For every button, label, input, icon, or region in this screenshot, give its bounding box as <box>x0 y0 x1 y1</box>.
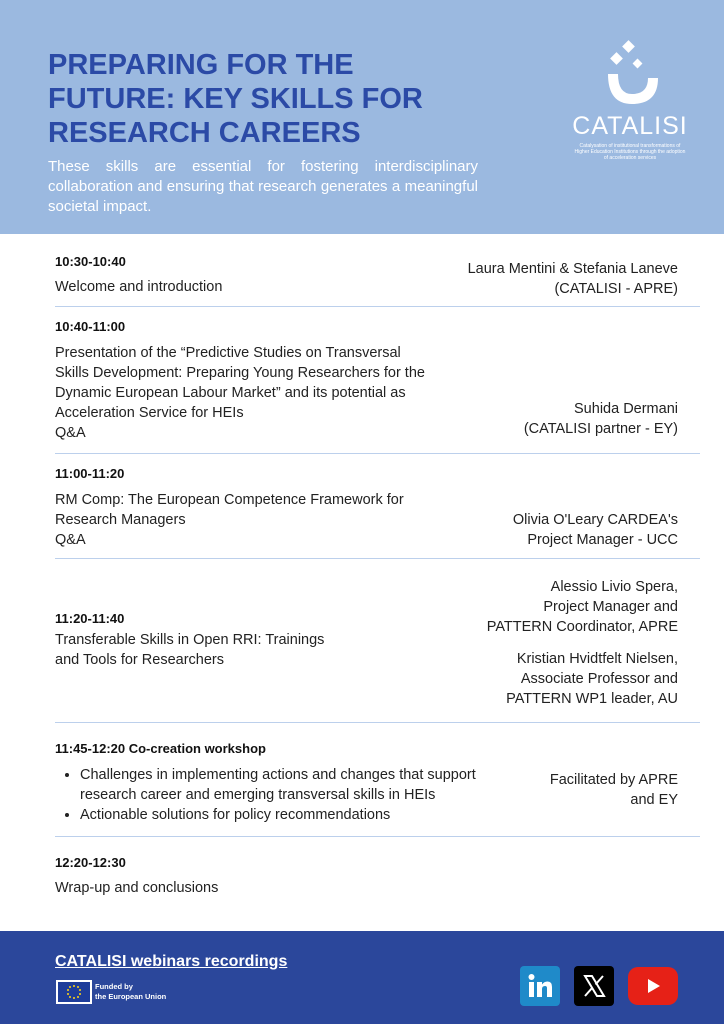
session-time: 11:20-11:40 <box>55 611 125 626</box>
agenda-item <box>55 236 700 307</box>
session-title: RM Comp: The European Competence Framework for Research Managers Q&A <box>55 492 404 548</box>
agenda-item <box>55 307 700 454</box>
speaker-name: Olivia O'Leary CARDEA's <box>512 512 678 528</box>
speaker-affiliation: and EY <box>630 792 678 808</box>
speaker-role: Associate Professor and <box>520 671 678 687</box>
session-speaker <box>506 649 678 709</box>
session-title: Wrap-up and conclusions <box>55 880 219 896</box>
session-title: Transferable Skills in Open RRI: Trainings and Tools for Researchers <box>55 632 325 668</box>
speaker-name: Alessio Livio Spera, <box>550 579 678 595</box>
session-speaker <box>550 770 678 810</box>
session-time: 11:00-11:20 <box>55 466 125 481</box>
speaker-affiliation: (CATALISI - APRE) <box>554 281 678 297</box>
speaker-name: Suhida Dermani <box>574 401 678 417</box>
footer <box>0 931 724 1024</box>
page-subtitle: These skills are essential for fostering interdisciplinary collaboration and ensuring that research generates a meaningful societal impact. <box>48 158 478 215</box>
speaker-name: Kristian Hvidtfelt Nielsen, <box>516 651 678 667</box>
session-title: Presentation of the “Predictive Studies on Transversal Skills Development: Preparing Young Researchers for the Dynamic European Labour Market” and its potential as Acceleration Service for HEIs Q&A <box>55 345 425 441</box>
agenda-item <box>55 559 700 723</box>
youtube-icon[interactable] <box>628 967 678 1005</box>
session-speaker <box>487 577 678 637</box>
speaker-affiliation: PATTERN Coordinator, APRE <box>486 619 678 635</box>
speaker-name: Laura Mentini & Stefania Laneve <box>467 261 678 277</box>
list-item: • Actionable solutions for policy recommendations <box>80 805 525 825</box>
eu-funding-text: Funded by the European Union <box>95 982 167 1001</box>
logo-tagline: Catalysation of institutional transformations of Higher Education Institutions through the adoption of acceleration services <box>574 143 686 161</box>
catalisi-logo-mark-icon <box>568 38 692 110</box>
agenda-item <box>55 454 700 559</box>
header-banner <box>0 0 724 234</box>
session-time: 10:40-11:00 <box>55 319 126 334</box>
eu-logo <box>56 980 92 1004</box>
list-item: • Challenges in implementing actions and changes that support research career and emerging transversal skills in HEIs <box>80 765 525 805</box>
agenda-item <box>55 723 700 837</box>
speaker-name: Facilitated by APRE <box>549 772 678 788</box>
session-time: 11:45-12:20 Co-creation workshop <box>55 741 266 756</box>
speaker-role: Project Manager and <box>543 599 678 615</box>
speaker-affiliation: Project Manager - UCC <box>527 532 678 548</box>
linkedin-icon[interactable] <box>520 966 560 1006</box>
logo-wordmark: CATALISI <box>572 112 688 140</box>
workshop-topics <box>63 765 525 825</box>
session-title: Welcome and introduction <box>55 279 223 295</box>
speaker-affiliation: PATTERN WP1 leader, AU <box>506 691 678 707</box>
agenda <box>55 236 700 917</box>
page-title: PREPARING FOR THE FUTURE: KEY SKILLS FOR RESEARCH CAREERS <box>48 49 423 149</box>
session-time: 12:20-12:30 <box>55 855 126 870</box>
agenda-item <box>55 837 700 917</box>
eu-flag-icon <box>58 982 90 1002</box>
session-speaker <box>524 399 678 439</box>
webinars-recordings-link[interactable]: CATALISI webinars recordings <box>55 953 288 970</box>
catalisi-logo <box>568 38 692 168</box>
speaker-affiliation: (CATALISI partner - EY) <box>523 421 678 437</box>
session-speaker <box>513 510 678 550</box>
session-time: 10:30-10:40 <box>55 254 126 269</box>
session-speaker <box>468 259 678 299</box>
x-icon[interactable] <box>574 966 614 1006</box>
